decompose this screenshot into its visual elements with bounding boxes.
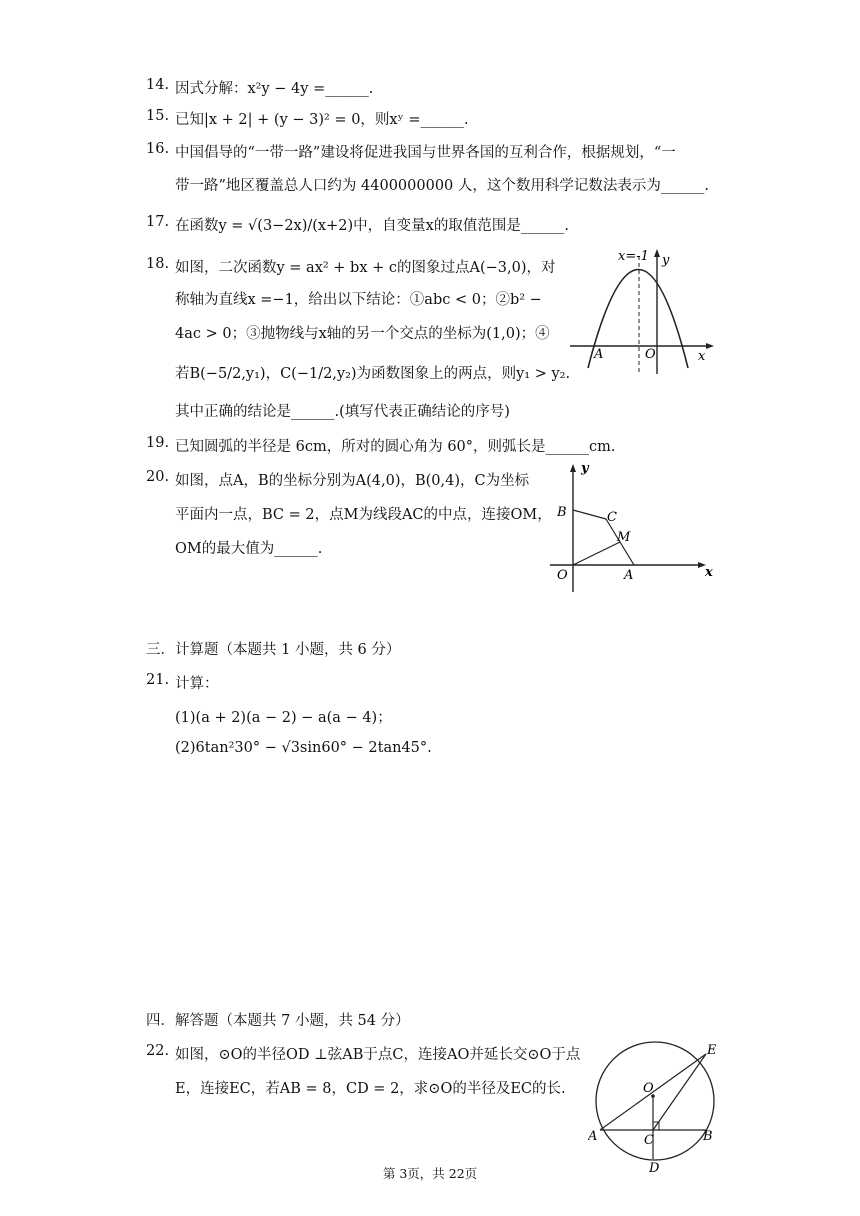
q20-c-label: C [607, 510, 617, 525]
q19-text: 已知圆弧的半径是 6cm，所对的圆心角为 60°，则弧长是______cm. [175, 439, 616, 455]
q18-x-label: x [698, 349, 706, 364]
q18-text-line5: 其中正确的结论是______.(填写代表正确结论的序号) [175, 404, 510, 420]
section-4-heading: 四．解答题（本题共 7 小题，共 54 分） [146, 1013, 410, 1029]
q22-number: 22. [146, 1043, 170, 1059]
q20-y-label: y [581, 461, 589, 476]
q20-b-label: B [557, 505, 567, 520]
q18-text-line3: 4ac > 0；③抛物线与x轴的另一个交点的坐标为(1,0)；④ [175, 326, 550, 342]
q22-b-label: B [703, 1129, 713, 1144]
q22-text-line1: 如图，⊙O的半径OD ⊥弦AB于点C，连接AO并延长交⊙O于点 [175, 1047, 581, 1063]
q18-parabola-figure [568, 246, 718, 374]
q18-y-label: y [662, 253, 670, 268]
q18-text-line4: 若B(−5/2,y₁)，C(−1/2,y₂)为函数图象上的两点，则y₁ > y₂. [175, 366, 571, 382]
q20-x-label: x [705, 565, 713, 580]
q18-axis-label: x=-1 [618, 249, 649, 264]
q20-text-line1: 如图，点A，B的坐标分别为A(4,0)，B(0,4)，C为坐标 [175, 473, 530, 489]
q22-e-label: E [707, 1043, 717, 1058]
q20-m-label: M [617, 530, 631, 545]
q21-text-line2: (1)(a + 2)(a − 2) − a(a − 4)； [175, 710, 392, 726]
q22-circle-figure [588, 1038, 724, 1172]
q20-text-line3: OM的最大值为______. [175, 541, 323, 557]
q22-o-label: O [643, 1081, 654, 1096]
q16-number: 16. [146, 141, 170, 157]
q16-text-line2: 带一路”地区覆盖总人口约为 4400000000 人，这个数用科学记数法表示为______. [175, 178, 709, 194]
q21-number: 21. [146, 672, 170, 688]
q15-text: 已知|x + 2| + (y − 3)² = 0，则xʸ =______. [175, 112, 469, 128]
q17-text: 在函数y = √(3−2x)/(x+2)中，自变量x的取值范围是______. [175, 218, 569, 234]
q18-a-label: A [594, 347, 604, 362]
q20-text-line2: 平面内一点，BC = 2，点M为线段AC的中点，连接OM， [175, 507, 552, 523]
q20-o-label: O [557, 568, 568, 583]
q16-text-line1: 中国倡导的“一带一路”建设将促进我国与世界各国的互利合作，根据规划，“一 [175, 145, 676, 161]
q17-number: 17. [146, 214, 170, 230]
q18-number: 18. [146, 256, 170, 272]
section-3-heading: 三．计算题（本题共 1 小题，共 6 分） [146, 642, 401, 658]
q21-text-line1: 计算： [175, 676, 219, 692]
q20-number: 20. [146, 469, 170, 485]
q18-text-line2: 称轴为直线x =−1，给出以下结论：①abc < 0；②b² − [175, 292, 542, 308]
q18-text-line1: 如图，二次函数y = ax² + bx + c的图象过点A(−3,0)，对 [175, 260, 556, 276]
page-footer: 第 3页，共 22页 [382, 1166, 478, 1181]
q21-text-line3: (2)6tan²30° − √3sin60° − 2tan45°. [175, 740, 432, 756]
q19-number: 19. [146, 435, 170, 451]
q22-d-label: D [649, 1161, 660, 1172]
q15-number: 15. [146, 108, 170, 124]
q14-text: 因式分解：x²y − 4y =______. [175, 81, 374, 97]
q22-a-label: A [588, 1129, 598, 1144]
q20-a-label: A [624, 568, 634, 583]
q22-text-line2: E，连接EC，若AB = 8，CD = 2，求⊙O的半径及EC的长. [175, 1081, 566, 1097]
q20-coordinate-figure [548, 458, 720, 594]
q22-c-label: C [644, 1133, 654, 1148]
q14-number: 14. [146, 77, 170, 93]
q18-o-label: O [645, 347, 656, 362]
